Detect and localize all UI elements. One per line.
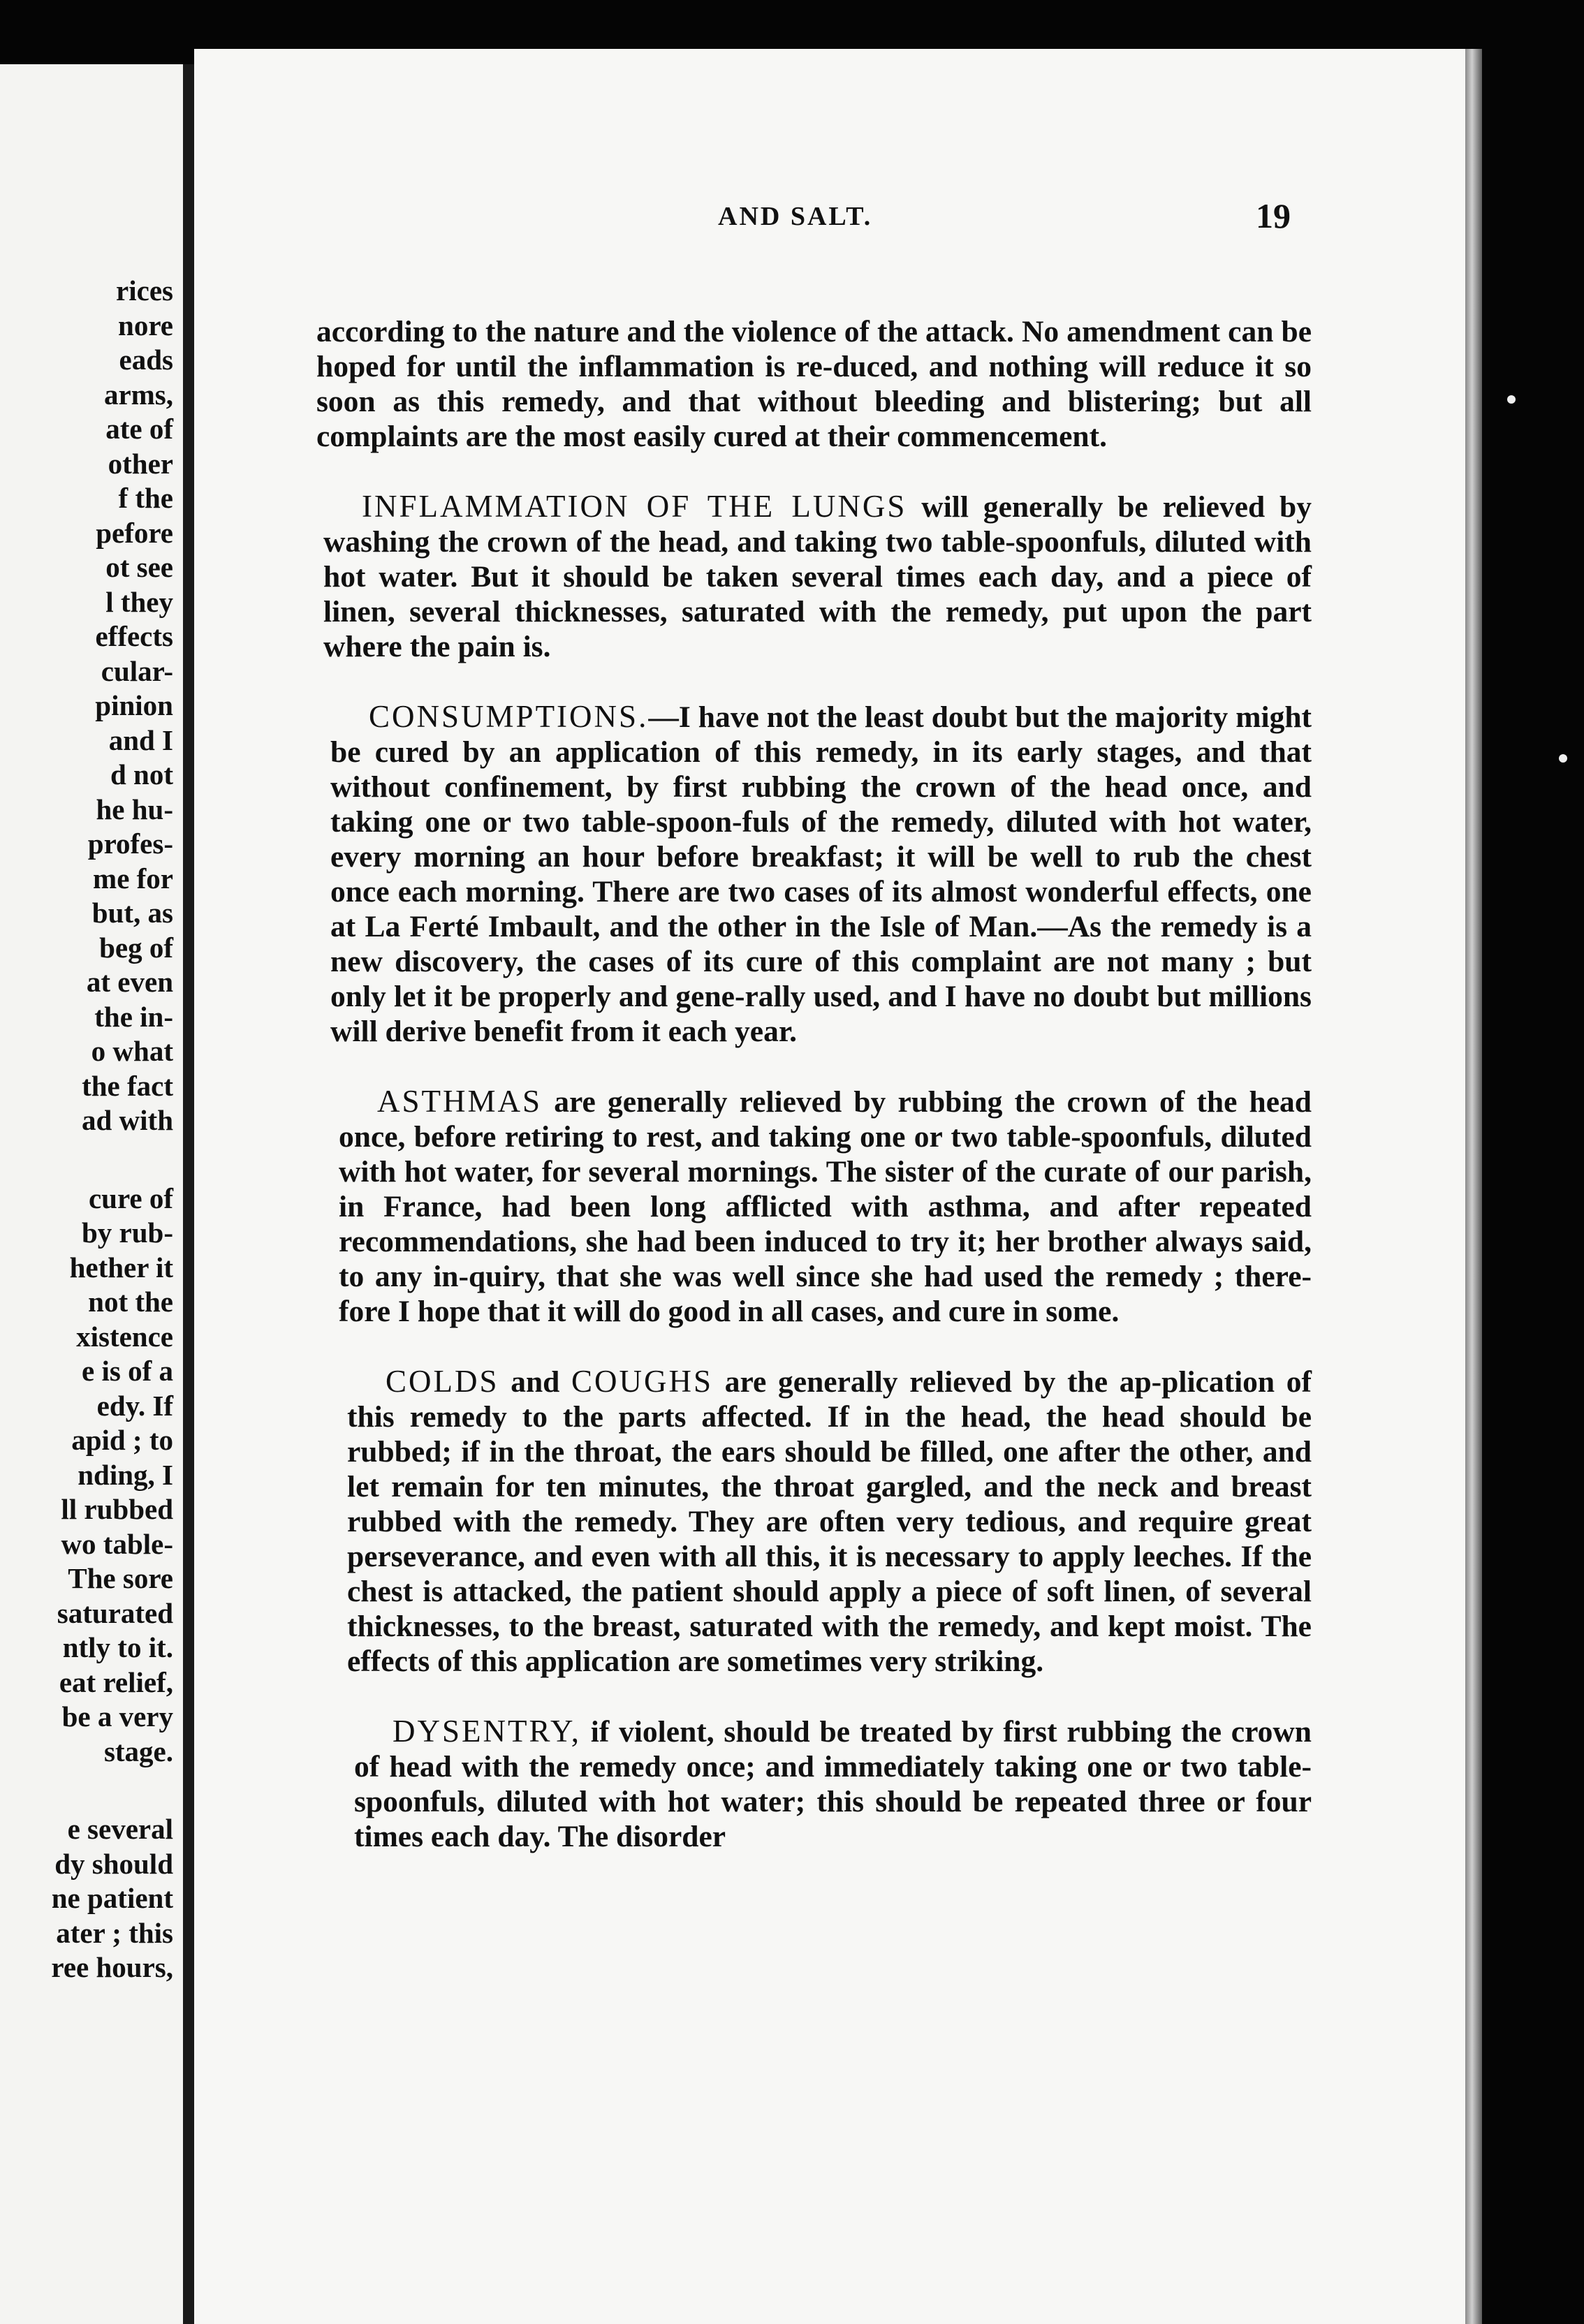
left-line: rices	[116, 274, 173, 307]
paragraph-text: if violent, should be treated by first rubbing the crown of head with the remedy once; and immediately taking one or two table-spoonfuls, diluted with hot water; this should be repeated three or four times each day. The disorder	[354, 1715, 1312, 1853]
left-line: ate of	[105, 413, 173, 445]
left-line: arms,	[103, 378, 173, 411]
left-page-text	[51, 274, 173, 1985]
left-line: f the	[118, 482, 173, 514]
left-line: cular-	[101, 654, 173, 687]
scan-speck	[1507, 395, 1516, 404]
left-line: beg of	[99, 931, 173, 964]
paragraph	[330, 699, 1312, 1049]
left-line: stage.	[103, 1735, 173, 1767]
left-line: pinion	[95, 689, 173, 721]
left-line: wo table-	[61, 1527, 173, 1560]
left-line: at even	[86, 966, 173, 998]
section-heading: COUGHS	[571, 1364, 714, 1399]
left-line: me for	[93, 862, 173, 895]
left-line: edy. If	[96, 1389, 173, 1422]
left-page-fragment	[0, 64, 183, 2324]
left-line: but, as	[91, 897, 173, 929]
left-line: dy should	[54, 1847, 173, 1880]
left-line: by rub-	[81, 1216, 173, 1249]
left-line: nore	[118, 309, 173, 341]
left-line: nding, I	[78, 1458, 173, 1491]
left-line: ntly to it.	[62, 1631, 173, 1663]
left-gap	[51, 1138, 173, 1182]
left-line: o what	[91, 1035, 173, 1067]
left-line: l they	[105, 585, 173, 618]
running-head: AND SALT.	[718, 202, 873, 231]
left-line: cure of	[88, 1182, 173, 1214]
left-line: the in-	[94, 1000, 173, 1033]
left-line: he hu-	[96, 793, 173, 825]
paragraph	[323, 489, 1312, 664]
paragraph	[316, 314, 1312, 454]
left-line: other	[108, 447, 173, 480]
scan-speck	[1559, 754, 1567, 763]
left-line: saturated	[57, 1596, 173, 1629]
left-line: e several	[67, 1813, 173, 1845]
left-line: apid ; to	[71, 1424, 173, 1456]
paragraph-text: are generally relieved by the ap-plication of this remedy to the parts affected. If in the head, the head should be rubbed; if in the throat, the ears should be filled, one after the other, and let remain for ten minutes, the throat gargled, and the neck and breast rubbed with the remedy. They are often very tedious, and require great perseverance, and even with all this, it is necessary to apply leeches. If the chest is attacked, the patient should apply a piece of soft linen, of several thicknesses, to the breast, saturated with the remedy, and kept moist. The effects of this application are sometimes very striking.	[347, 1365, 1312, 1678]
paragraph-text: according to the nature and the violence of the attack. No amendment can be hoped for until the inflammation is re-duced, and nothing will reduce it so soon as this remedy, and that without bleeding and blistering; but all complaints are the most easily cured at their commencement.	[316, 315, 1312, 453]
body-text	[316, 314, 1312, 1889]
left-line: ll rubbed	[61, 1493, 173, 1525]
left-line: ad with	[81, 1104, 173, 1136]
left-line: eads	[119, 344, 173, 376]
paragraph-text: —I have not the least doubt but the majority might be cured by an application of this remedy, in its early stages, and that without confinement, by first rubbing the crown of the head once, and taking one or two table-spoon-fuls of the remedy, diluted with hot water, every morning an hour before breakfast; it will be well to rub the chest once each morning. There are two cases of its almost wonderful effects, one at La Ferté Imbault, and the other in the Isle of Man.—As the remedy is a new discovery, the cases of its cure of this complaint are not many ; but only let it be properly and gene-rally used, and I have no doubt but millions will derive benefit from it each year.	[330, 700, 1312, 1048]
page-number: 19	[1256, 196, 1291, 235]
book-gutter	[183, 64, 194, 2324]
paragraph	[354, 1714, 1312, 1854]
left-line: eat relief,	[59, 1665, 173, 1698]
left-line: ne patient	[51, 1882, 173, 1914]
paragraph-text: will generally be relieved by washing the crown of the head, and taking two table-spoonfuls, diluted with hot water. But it should be taken several times each day, and a piece of linen, several thicknesses, saturated with the remedy, put upon the part where the pain is.	[323, 490, 1312, 663]
left-line: and I	[108, 723, 173, 756]
left-gap	[51, 1769, 173, 1812]
left-line: xistence	[76, 1320, 173, 1353]
left-line: ater ; this	[56, 1916, 173, 1949]
section-heading: INFLAMMATION OF THE LUNGS	[362, 489, 907, 524]
paragraph-text: are generally relieved by rubbing the crown of the head once, before retiring to rest, and taking one or two table-spoonfuls, diluted with hot water, for several mornings. The sister of the curate of our parish, in France, had been long afflicted with asthma, and after repeated recommendations, she had been induced to try it; her brother always said, to any in-quiry, that she was well since she had used the remedy ; there-fore I hope that it will do good in all cases, and cure in some.	[339, 1085, 1312, 1328]
paragraph	[347, 1364, 1312, 1679]
left-line: ot see	[105, 551, 173, 583]
left-line: e is of a	[82, 1355, 173, 1387]
page-header	[194, 196, 1465, 237]
left-line: effects	[95, 620, 173, 652]
section-heading: CONSUMPTIONS.	[369, 699, 649, 734]
paragraph-text: and	[499, 1365, 572, 1399]
book-page	[194, 49, 1465, 2324]
left-line: d not	[110, 758, 173, 790]
section-heading: ASTHMAS	[377, 1084, 543, 1119]
left-line: be a very	[61, 1700, 173, 1733]
left-line: the fact	[82, 1069, 173, 1102]
page-edge	[1465, 49, 1482, 2324]
left-line: profes-	[87, 828, 173, 860]
section-heading: DYSENTRY,	[393, 1714, 581, 1749]
left-line: not the	[88, 1286, 173, 1318]
paragraph	[339, 1084, 1312, 1329]
left-line: The sore	[68, 1562, 173, 1594]
left-line: ree hours,	[51, 1951, 173, 1983]
left-line: pefore	[96, 516, 173, 549]
section-heading: COLDS	[386, 1364, 499, 1399]
left-line: hether it	[69, 1251, 173, 1284]
